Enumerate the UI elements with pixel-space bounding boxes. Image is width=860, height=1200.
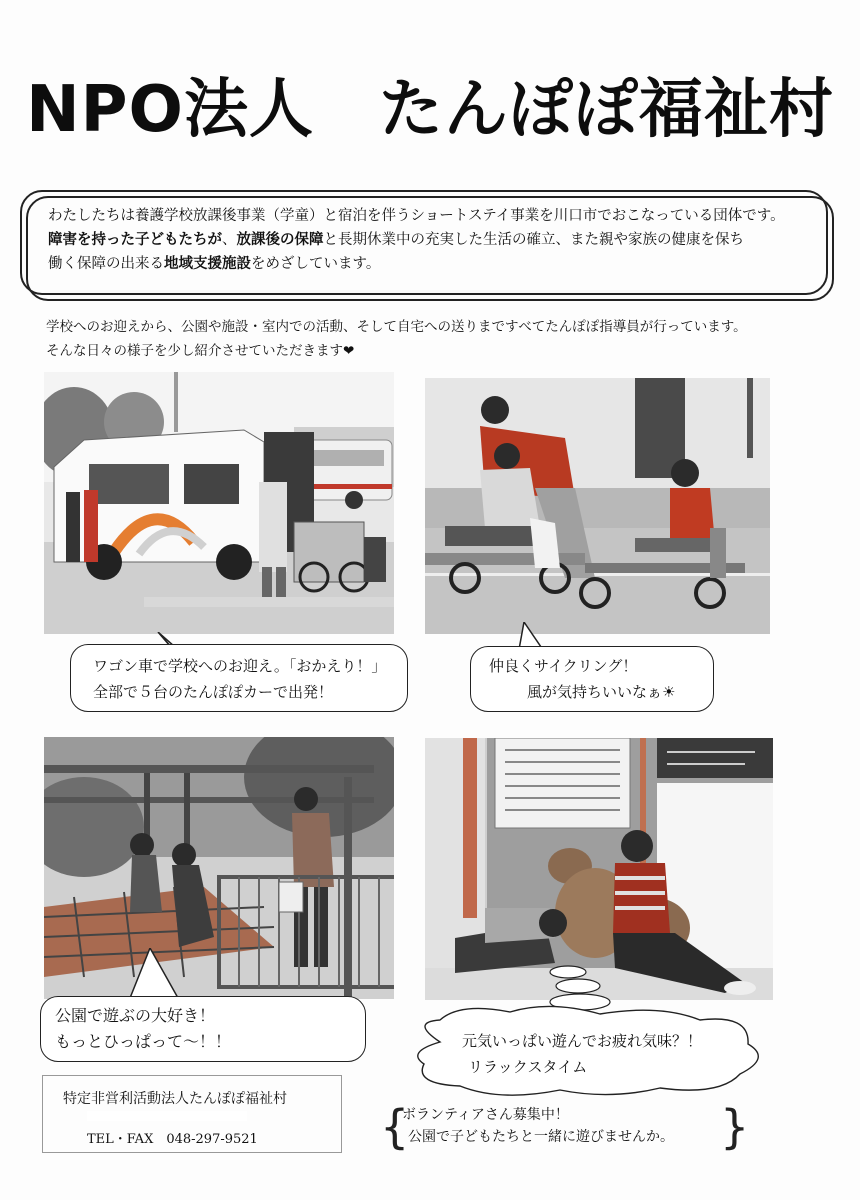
speech-bubble-wagon <box>70 644 408 712</box>
volunteer-line-1: ボランティアさん募集中！ <box>402 1107 569 1123</box>
right-brace-icon: } <box>720 1100 750 1154</box>
left-brace-icon: { <box>380 1100 410 1154</box>
photo-park <box>44 737 394 999</box>
volunteer-text <box>402 1104 674 1148</box>
organization-name: 特定非営利活動法人たんぽぽ福祉村 <box>63 1091 287 1107</box>
speech-bubble-cycling <box>470 646 714 712</box>
volunteer-notice <box>380 1100 750 1158</box>
photo-relax <box>425 738 773 1000</box>
tel-fax: TEL・FAX 048-297-9521 <box>87 1132 258 1147</box>
bubble-park-line-2: もっとひっぱって～！！ <box>55 1032 232 1051</box>
bubble-cycling-line-1: 仲良くサイクリング！ <box>489 657 638 675</box>
cloud-relax-line-2: リラックスタイム <box>468 1058 588 1076</box>
intro-line-3: 働く保障の出来る地域支援施設をめざしています。 <box>48 256 381 272</box>
organization-box <box>42 1075 342 1153</box>
bubble-cycling-line-2: 風が気持ちいいなぁ☀ <box>527 683 676 701</box>
intro-line-2: 障害を持った子どもたちが、放課後の保障と長期休業中の充実した生活の確立、また親や家族の健康を保ち <box>48 232 744 248</box>
lead-text <box>46 315 826 363</box>
lead-line-2: そんな日々の様子を少し紹介させていただきます❤ <box>46 343 355 359</box>
lead-line-1: 学校へのお迎えから、公園や施設・室内での活動、そして自宅への送りまですべてたんぽぽ指導員が行っています。 <box>46 319 747 335</box>
photo-wagon <box>44 372 394 634</box>
bubble-park-line-1: 公園で遊ぶの大好き！ <box>55 1006 216 1025</box>
heart-icon: ❤ <box>343 343 355 359</box>
cloud-relax-line-1: 元気いっぱい遊んでお疲れ気味？！ <box>462 1032 703 1050</box>
volunteer-line-2: 公園で子どもたちと一緒に遊びませんか。 <box>408 1129 674 1145</box>
speech-bubble-park <box>40 996 366 1062</box>
bubble-tail-park <box>130 948 180 998</box>
intro-line-1: わたしたちは養護学校放課後事業（学童）と宿泊を伴うショートステイ事業を川口市でおこなっている団体です。 <box>48 208 785 224</box>
intro-box <box>20 190 828 295</box>
redacted-line <box>87 1111 247 1121</box>
intro-text <box>48 204 818 276</box>
bubble-wagon-line-1: ワゴン車で学校へのお迎え。「おかえり！」 <box>93 657 387 675</box>
page-title: NPO法人 たんぽぽ福祉村 <box>26 73 834 147</box>
bubble-wagon-line-2: 全部で５台のたんぽぽカーで出発！ <box>93 683 334 701</box>
photo-cycling <box>425 378 770 634</box>
